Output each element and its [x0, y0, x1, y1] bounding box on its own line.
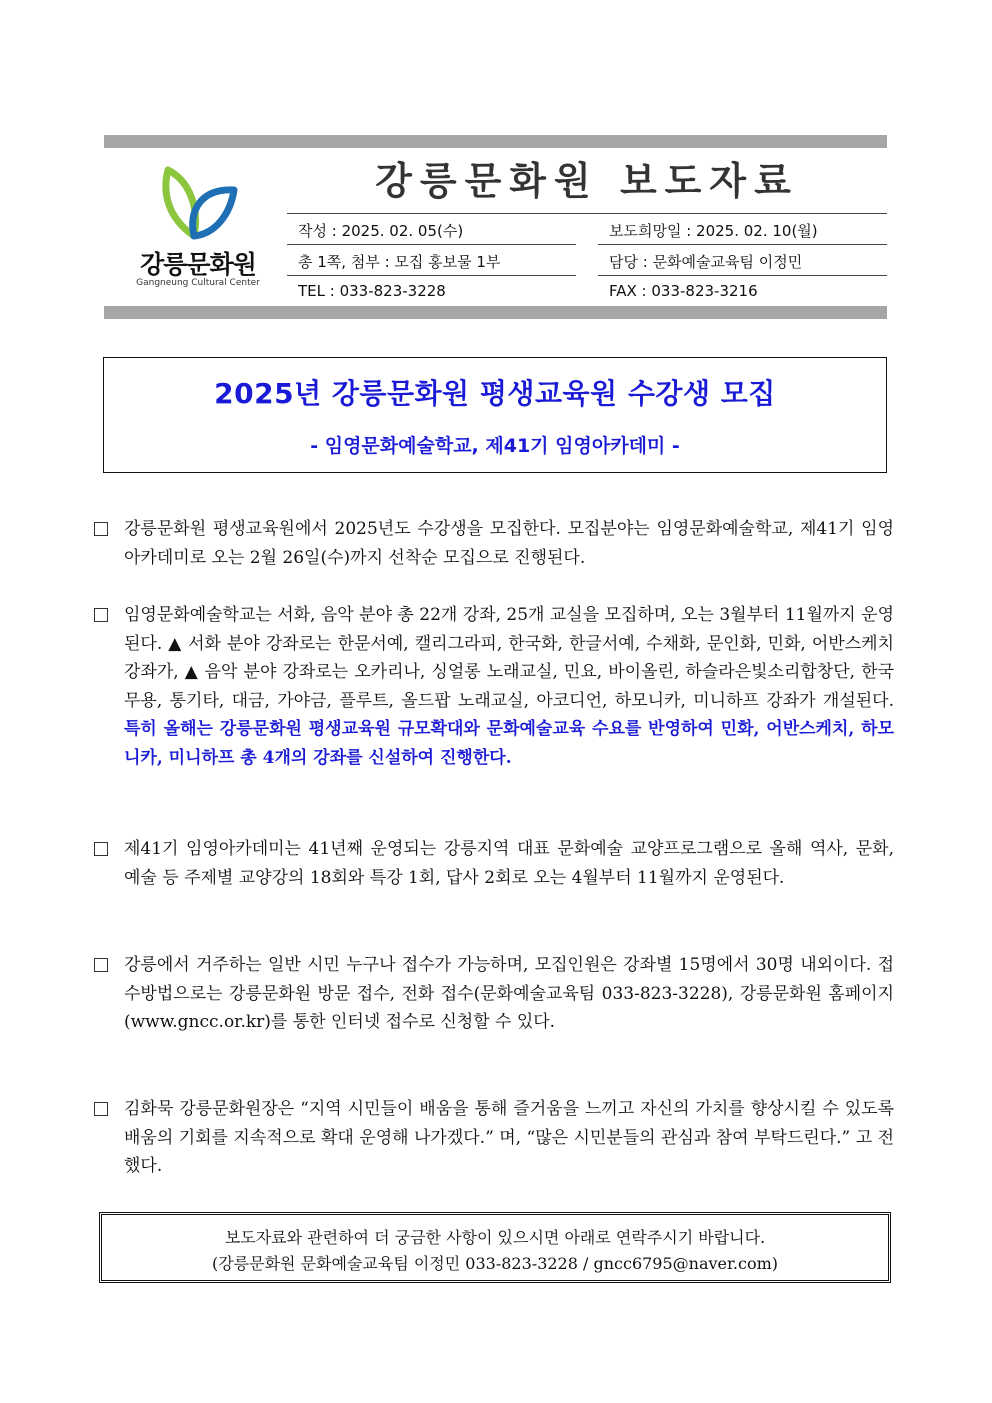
paragraph-text: 강릉문화원 평생교육원에서 2025년도 수강생을 모집한다. 모집분야는 임영문화예술학교, 제41기 임영아카데미로 오는 2월 26일(수)까지 선착순 모집으로 진행된다.	[124, 519, 894, 568]
contact-note: 보도자료와 관련하여 더 궁금한 사항이 있으시면 아래로 연락주시기 바랍니다.	[224, 1228, 766, 1247]
written-date: 작성 : 2025. 02. 05(수)	[298, 222, 464, 240]
subheadline: - 임영문화예술학교, 제41기 임영아카데미 -	[310, 435, 680, 457]
paragraph-text: 제41기 임영아카데미는 41년째 운영되는 강릉지역 대표 문화예술 교양프로그램으로 올해 역사, 문화, 예술 등 주제별 교양강의 18회와 특강 1회, 답사 2회로 오는 4월부터 11월까지 운영된다.	[124, 839, 894, 888]
contact-details: (강릉문화원 문화예술교육팀 이정민 033-823-3228 / gncc6795@naver.com)	[211, 1254, 779, 1273]
document-title: 강릉문화원 보도자료	[375, 159, 799, 203]
leaf-logo-icon	[158, 158, 238, 240]
paragraph	[94, 1095, 894, 1181]
header-bottom-bar	[104, 306, 887, 319]
paragraph-text: 김화묵 강릉문화원장은 “지역 시민들이 배움을 통해 즐거움을 느끼고 자신의 가치를 향상시킬 수 있도록 배움의 기회를 지속적으로 확대 운영해 나가겠다.” 며, “많은 시민분들의 관심과 참여 부탁드린다.” 고 전했다.	[124, 1099, 894, 1176]
checkbox-bullet-icon	[94, 958, 108, 972]
headline: 2025년 강릉문화원 평생교육원 수강생 모집	[214, 377, 776, 410]
checkbox-bullet-icon	[94, 608, 108, 622]
highlighted-text: 특히 올해는 강릉문화원 평생교육원 규모확대와 문화예술교육 수요를 반영하여 민화, 어반스케치, 하모니카, 미니하프 총 4개의 강좌를 신설하여 진행한다.	[124, 719, 894, 768]
divider	[287, 213, 887, 214]
paragraph	[94, 835, 894, 892]
divider	[598, 275, 887, 276]
paragraph-text: 임영문화예술학교는 서화, 음악 분야 총 22개 강좌, 25개 교실을 모집하며, 오는 3월부터 11월까지 운영된다. ▲ 서화 분야 강좌로는 한문서예, 캘리그라피, 한국화, 한글서예, 수채화, 문인화, 민화, 어반스케치 강좌가, ▲ 음악 분야 강좌로는 오카리나, 싱얼롱 노래교실, 민요, 바이올린, 하슬라은빛소리합창단, 한국무용, 통기타, 대금, 가야금, 플루트, 올드팝 노래교실, 아코디언, 하모니카, 미니하프 강좌가 개설된다.	[124, 605, 894, 711]
checkbox-bullet-icon	[94, 842, 108, 856]
contact-box	[99, 1212, 891, 1283]
logo-name: 강릉문화원	[140, 250, 256, 279]
divider	[598, 244, 887, 245]
page-count: 총 1쪽, 첨부 : 모집 홍보물 1부	[298, 253, 501, 271]
release-date: 보도희망일 : 2025. 02. 10(월)	[609, 222, 818, 240]
fax-number: FAX : 033-823-3216	[609, 282, 758, 300]
contact-person: 담당 : 문화예술교육팀 이정민	[609, 253, 803, 271]
divider	[287, 244, 576, 245]
divider	[287, 275, 576, 276]
checkbox-bullet-icon	[94, 522, 108, 536]
tel-number: TEL : 033-823-3228	[298, 282, 446, 300]
paragraph-text: 강릉에서 거주하는 일반 시민 누구나 접수가 가능하며, 모집인원은 강좌별 15명에서 30명 내외이다. 접수방법으로는 강릉문화원 방문 접수, 전화 접수(문화예술교육팀 033-823-3228), 강릉문화원 홈페이지(www.gncc.or.kr)를 통한 인터넷 접수로 신청할 수 있다.	[124, 955, 894, 1032]
logo	[118, 152, 278, 297]
paragraph	[94, 515, 894, 572]
header-top-bar	[104, 135, 887, 148]
paragraph	[94, 951, 894, 1037]
headline-box	[103, 357, 887, 473]
paragraph	[94, 601, 894, 772]
logo-subtitle: Gangneung Cultural Center	[136, 278, 260, 288]
checkbox-bullet-icon	[94, 1102, 108, 1116]
